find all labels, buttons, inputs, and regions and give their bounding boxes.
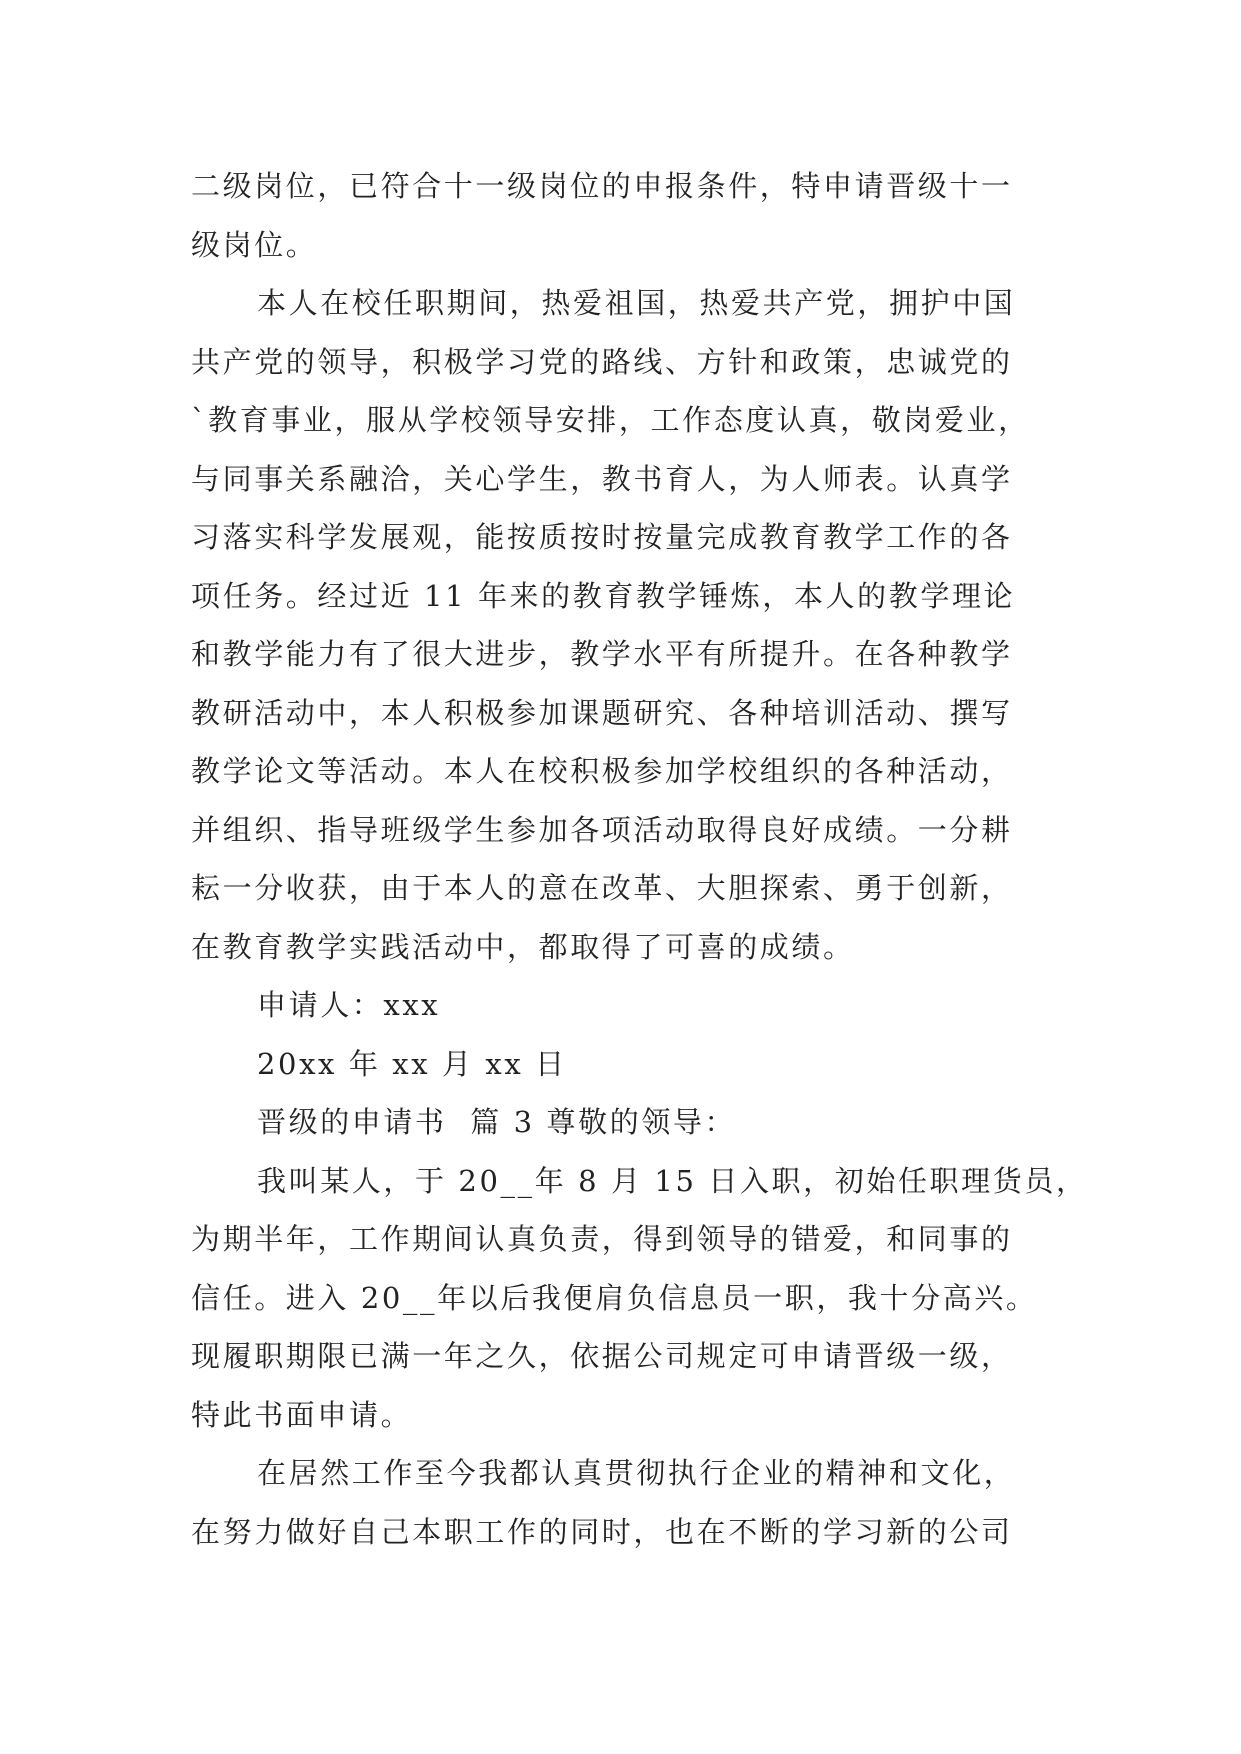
text-line: 级岗位。 bbox=[191, 227, 318, 262]
text-line: 耘一分收获，由于本人的意在改革、大胆探索、勇于创新， bbox=[191, 871, 1013, 905]
text-line: 共产党的领导，积极学习党的路线、方针和政策，忠诚党的 bbox=[191, 344, 1013, 379]
text-line: 二级岗位，已符合十一级岗位的申报条件，特申请晋级十一 bbox=[191, 169, 1013, 203]
paragraph-start-line: 在居然工作至今我都认真贯彻执行企业的精神和文化， bbox=[257, 1456, 1016, 1490]
text-line: 在努力做好自己本职工作的同时，也在不断的学习新的公司 bbox=[191, 1514, 1013, 1549]
text-line: 项任务。经过近 11 年来的教育教学锤炼，本人的教学理论 bbox=[191, 578, 1016, 613]
text-line: `教育事业，服从学校领导安排，工作态度认真，敬岗爱业， bbox=[191, 403, 1030, 437]
text-line: 特此书面申请。 bbox=[191, 1397, 413, 1432]
signature-date: 20xx 年 xx 月 xx 日 bbox=[257, 1046, 567, 1081]
paragraph-start-line: 我叫某人，于 20__年 8 月 15 日入职，初始任职理货员， bbox=[257, 1163, 1088, 1198]
section-heading: 晋级的申请书 篇 3 尊敬的领导： bbox=[257, 1105, 737, 1139]
text-line: 教学论文等活动。本人在校积极参加学校组织的各种活动， bbox=[191, 754, 1013, 788]
text-line: 现履职期限已满一年之久，依据公司规定可申请晋级一级， bbox=[191, 1339, 1013, 1373]
text-line: 并组织、指导班级学生参加各项活动取得良好成绩。一分耕 bbox=[191, 812, 1013, 847]
paragraph-start-line: 本人在校任职期间，热爱祖国，热爱共产党，拥护中国 bbox=[257, 286, 1016, 320]
text-line: 为期半年，工作期间认真负责，得到领导的错爱，和同事的 bbox=[191, 1222, 1013, 1256]
document-body bbox=[191, 157, 1088, 1561]
applicant-signature: 申请人：xxx bbox=[257, 988, 441, 1022]
text-line: 教研活动中，本人积极参加课题研究、各种培训活动、撰写 bbox=[191, 695, 1013, 730]
text-line: 和教学能力有了很大进步，教学水平有所提升。在各种教学 bbox=[191, 637, 1013, 671]
text-line: 与同事关系融洽，关心学生，教书育人，为人师表。认真学 bbox=[191, 461, 1013, 496]
text-line: 信任。进入 20__年以后我便肩负信息员一职，我十分高兴。 bbox=[191, 1280, 1038, 1315]
text-line: 在教育教学实践活动中，都取得了可喜的成绩。 bbox=[191, 929, 855, 964]
text-line: 习落实科学发展观，能按质按时按量完成教育教学工作的各 bbox=[191, 520, 1013, 554]
